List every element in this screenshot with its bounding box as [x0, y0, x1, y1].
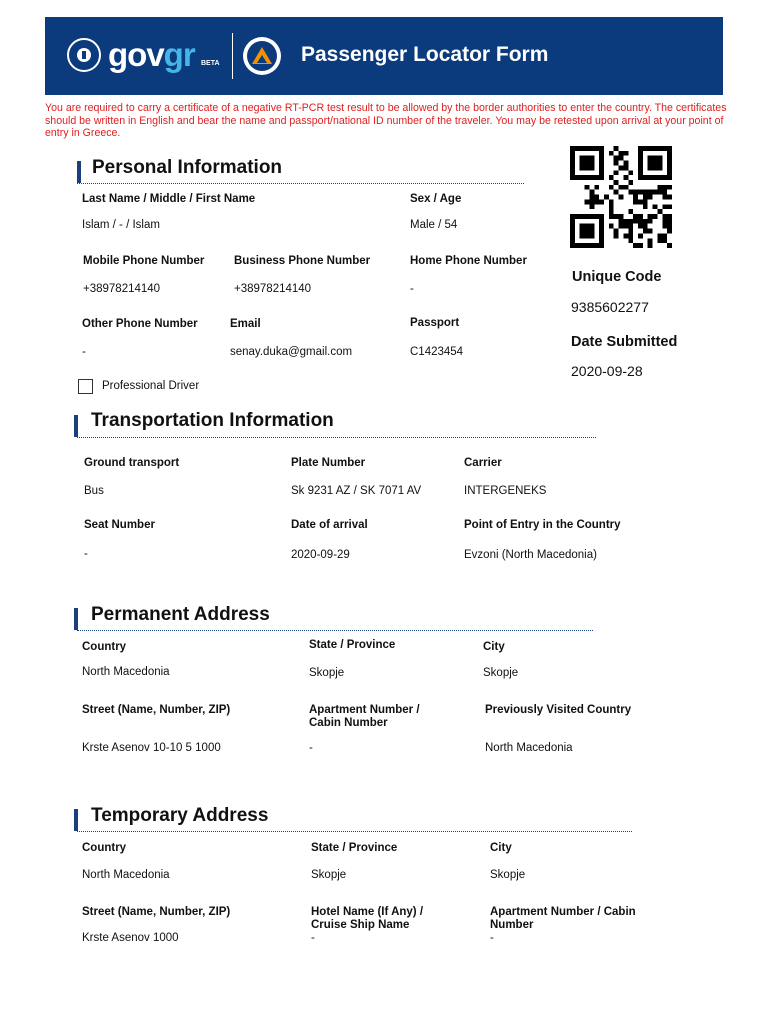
sex-age-label: Sex / Age	[410, 193, 462, 205]
hotel-name-label	[311, 906, 423, 932]
section-divider	[77, 183, 524, 184]
carrier-value: INTERGENEKS	[464, 485, 547, 497]
govgr-logo	[108, 35, 195, 75]
other-phone-value: -	[82, 346, 86, 358]
date-of-arrival-value: 2020-09-29	[291, 549, 350, 561]
perm-country-value: North Macedonia	[82, 666, 170, 678]
ground-transport-label: Ground transport	[84, 457, 180, 469]
business-phone-label: Business Phone Number	[234, 255, 371, 267]
temp-street-label: Street (Name, Number, ZIP)	[82, 906, 231, 918]
greek-coat-of-arms-icon	[67, 38, 101, 72]
section-title-temporary: Temporary Address	[91, 805, 269, 826]
temp-city-value: Skopje	[490, 869, 526, 881]
perm-apartment-label	[309, 704, 420, 730]
perm-city-value: Skopje	[483, 667, 519, 679]
ground-transport-value: Bus	[84, 485, 104, 497]
beta-label: BETA	[201, 60, 220, 67]
notice-text: You are required to carry a certificate of a negative RT-PCR test result to be allowed by the border authorities to enter the country. The certificates should be written in English and bear the name and passport/national ID number of the traveler. You may be retested upon arrival at your point of entry in Greece.	[45, 102, 727, 140]
prev-visited-country-value: North Macedonia	[485, 742, 573, 754]
point-of-entry-label: Point of Entry in the Country	[464, 519, 621, 531]
business-phone-value: +38978214140	[234, 283, 312, 295]
section-marker	[77, 161, 81, 183]
date-submitted-value: 2020-09-28	[571, 363, 643, 379]
name-label: Last Name / Middle / First Name	[82, 193, 256, 205]
civil-protection-logo	[243, 37, 281, 75]
hotel-name-value: -	[311, 932, 315, 944]
unique-code-label: Unique Code	[572, 269, 662, 285]
header-divider	[232, 33, 233, 79]
email-label: Email	[230, 318, 261, 330]
date-of-arrival-label: Date of arrival	[291, 519, 368, 531]
email-value: senay.duka@gmail.com	[230, 346, 353, 358]
civil-protection-triangle-inner	[257, 55, 267, 63]
perm-street-value: Krste Asenov 10-10 5 1000	[82, 742, 221, 754]
plate-number-value: Sk 9231 AZ / SK 7071 AV	[291, 485, 422, 497]
prev-visited-country-label: Previously Visited Country	[485, 704, 632, 716]
brand-gr: gr	[163, 36, 195, 73]
plate-number-label: Plate Number	[291, 457, 366, 469]
temp-street-value: Krste Asenov 1000	[82, 932, 179, 944]
perm-apartment-label-line1: Apartment Number /	[309, 704, 420, 716]
unique-code-value: 9385602277	[571, 299, 649, 315]
page-title: Passenger Locator Form	[301, 43, 549, 66]
brand-gov: gov	[108, 36, 164, 73]
perm-apartment-value: -	[309, 742, 313, 754]
passport-value: C1423454	[410, 346, 464, 358]
section-divider	[77, 437, 596, 438]
header-banner	[45, 17, 723, 95]
temp-apartment-value: -	[490, 932, 494, 944]
professional-driver-label: Professional Driver	[102, 380, 200, 392]
carrier-label: Carrier	[464, 457, 502, 469]
section-divider	[77, 630, 593, 631]
temp-city-label: City	[490, 842, 512, 854]
perm-country-label: Country	[82, 641, 127, 653]
professional-driver-checkbox[interactable]	[78, 379, 93, 394]
temp-apartment-label	[490, 906, 636, 932]
passport-label: Passport	[410, 317, 460, 329]
home-phone-value: -	[410, 283, 414, 295]
temp-apartment-label-line1: Apartment Number / Cabin	[490, 906, 636, 918]
perm-apartment-label-line2: Cabin Number	[309, 717, 388, 729]
perm-state-value: Skopje	[309, 667, 345, 679]
section-title-personal: Personal Information	[92, 157, 283, 178]
temp-country-value: North Macedonia	[82, 869, 170, 881]
home-phone-label: Home Phone Number	[410, 255, 527, 267]
other-phone-label: Other Phone Number	[82, 318, 198, 330]
section-divider	[77, 831, 632, 832]
section-title-transport: Transportation Information	[91, 410, 334, 431]
name-value: Islam / - / Islam	[82, 219, 160, 231]
date-submitted-label: Date Submitted	[571, 334, 678, 350]
sex-age-value: Male / 54	[410, 219, 458, 231]
perm-state-label: State / Province	[309, 639, 396, 651]
hotel-name-label-line1: Hotel Name (If Any) /	[311, 906, 424, 918]
hotel-name-label-line2: Cruise Ship Name	[311, 919, 410, 931]
mobile-phone-label: Mobile Phone Number	[83, 255, 205, 267]
point-of-entry-value: Evzoni (North Macedonia)	[464, 549, 597, 561]
temp-country-label: Country	[82, 842, 127, 854]
perm-street-label: Street (Name, Number, ZIP)	[82, 704, 231, 716]
section-title-permanent: Permanent Address	[91, 604, 270, 625]
section-marker	[74, 809, 78, 831]
mobile-phone-value: +38978214140	[83, 283, 161, 295]
section-marker	[74, 608, 78, 630]
temp-state-value: Skopje	[311, 869, 347, 881]
perm-city-label: City	[483, 641, 505, 653]
temp-state-label: State / Province	[311, 842, 398, 854]
qr-code	[567, 146, 675, 248]
section-marker	[74, 415, 78, 437]
seat-number-value: -	[84, 548, 88, 560]
seat-number-label: Seat Number	[84, 519, 155, 531]
temp-apartment-label-line2: Number	[490, 919, 534, 931]
